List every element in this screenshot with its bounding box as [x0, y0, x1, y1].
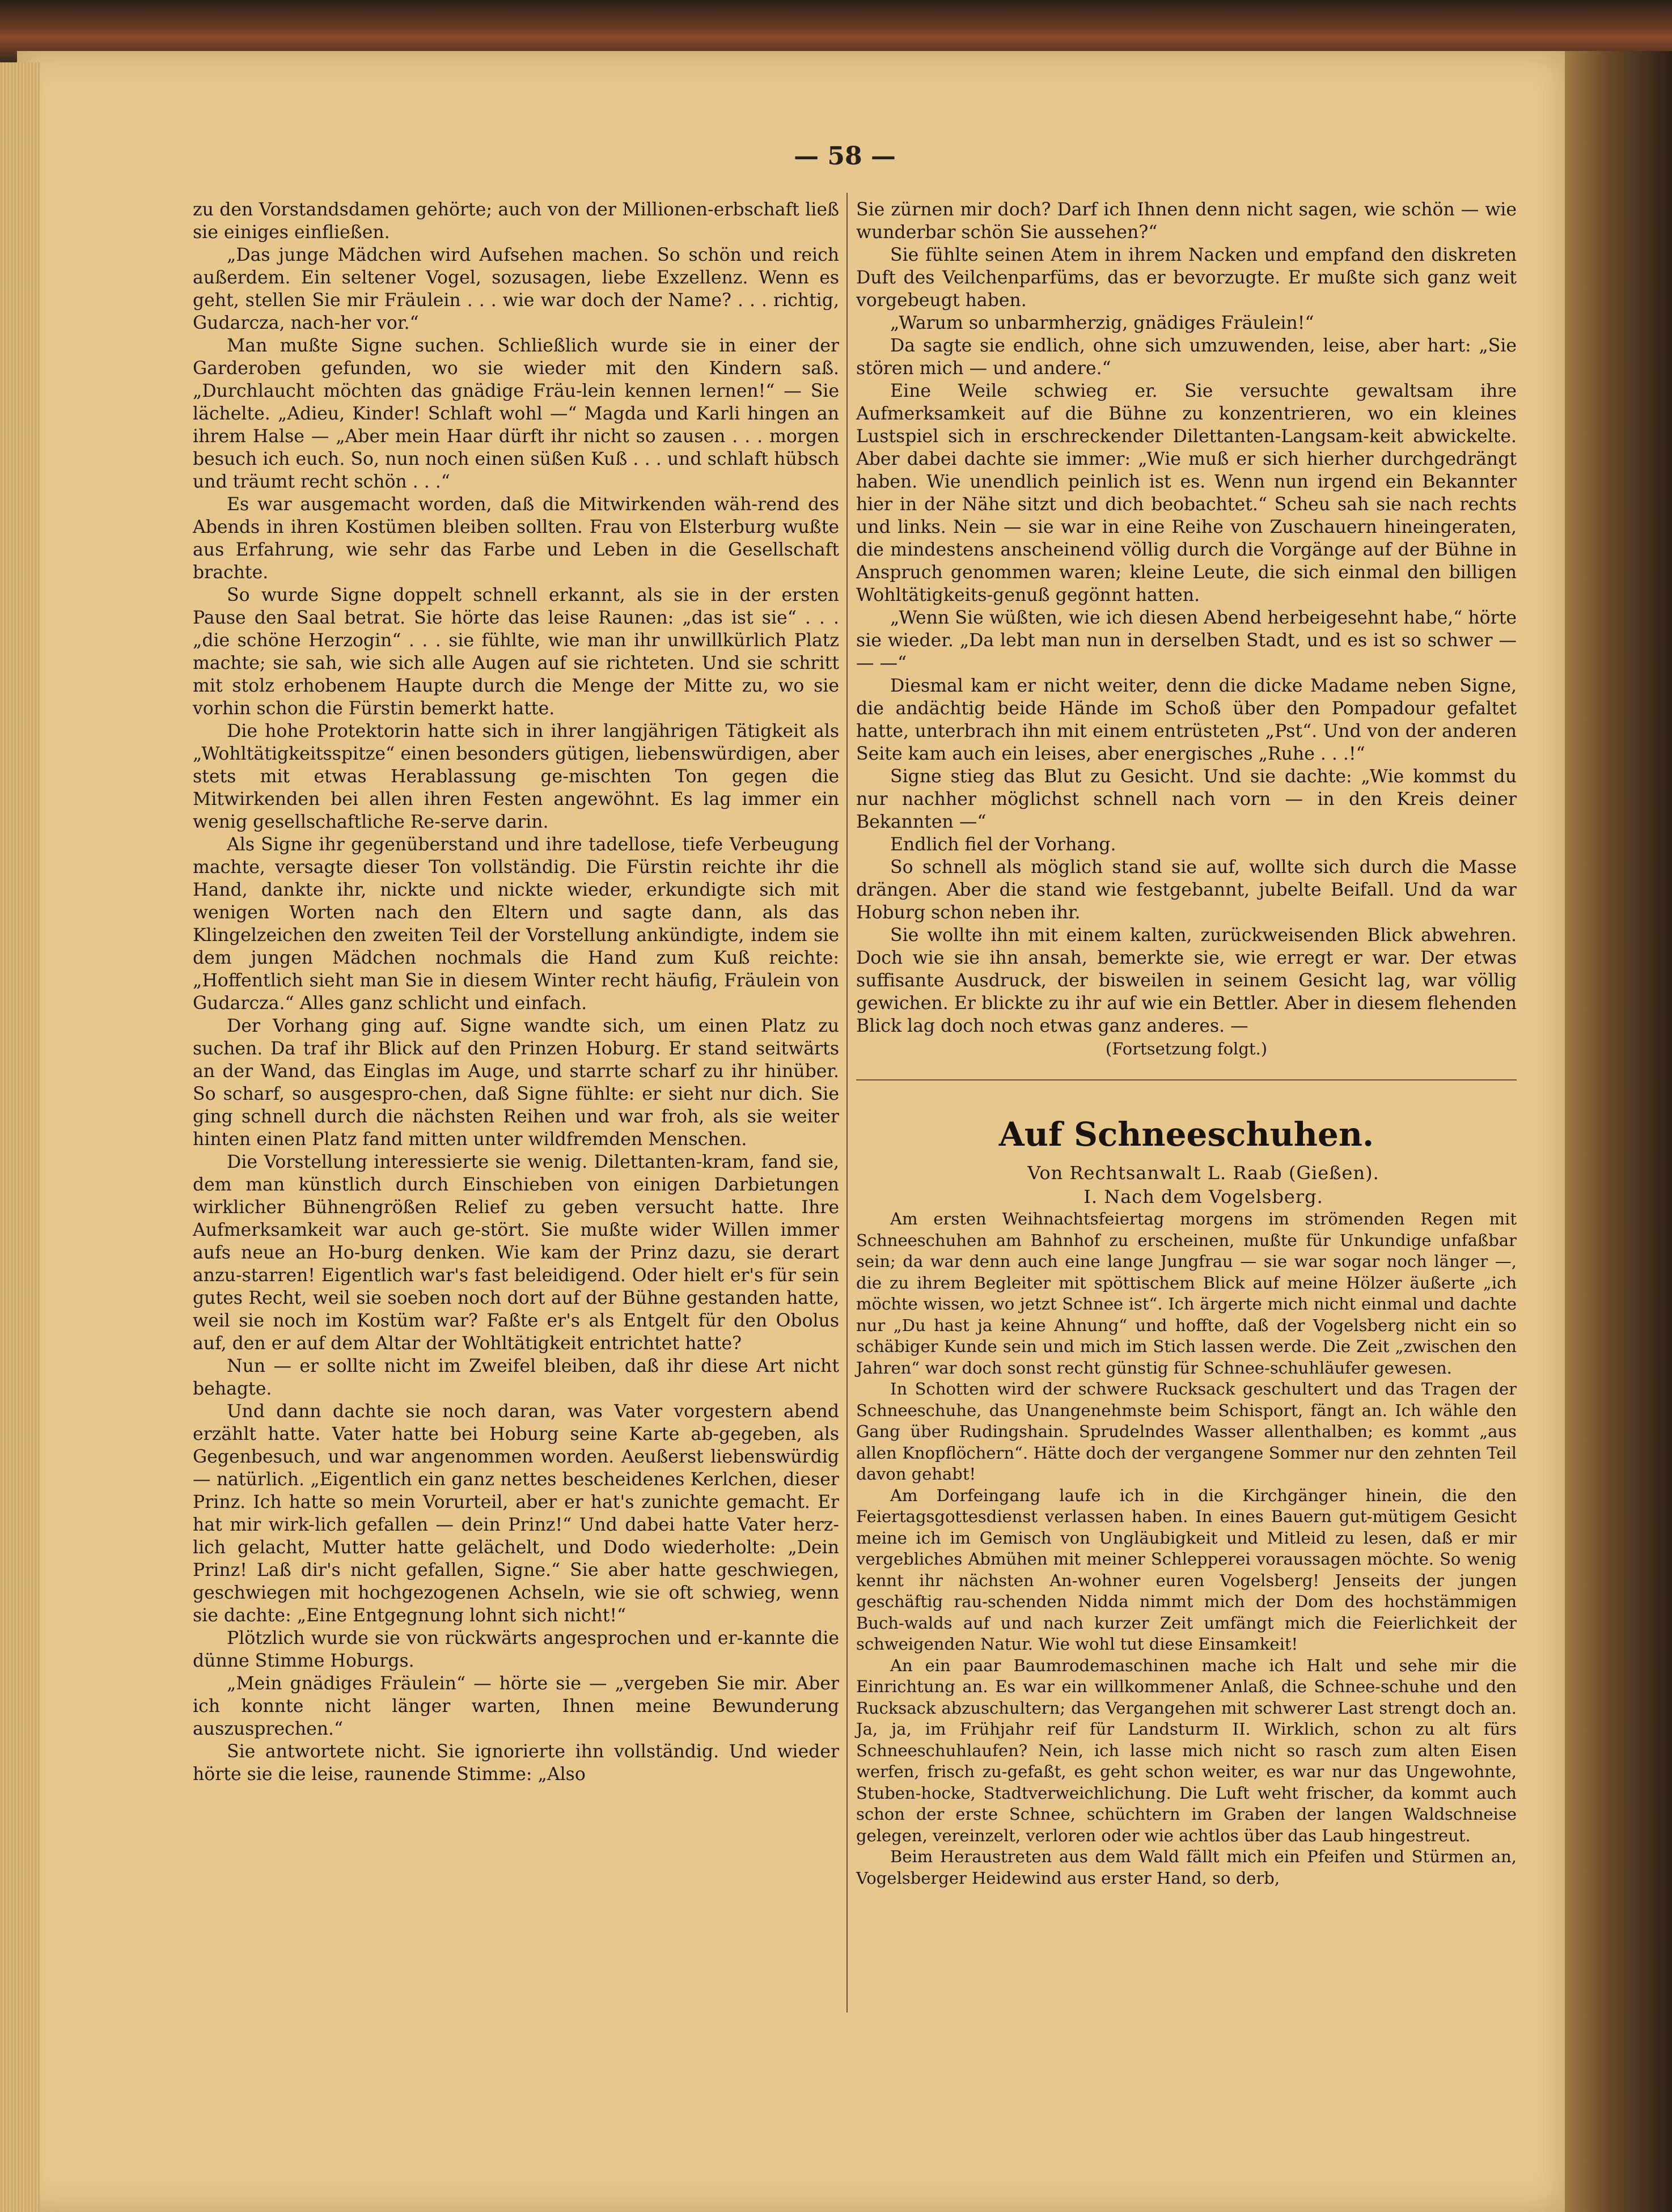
article-body — [856, 1209, 1517, 1889]
paragraph: „Warum so unbarmherzig, gnädiges Fräulein!“ — [890, 313, 1314, 333]
paragraph: Diesmal kam er nicht weiter, denn die dicke Madame neben Signe, die andächtig beide Hände im Schoß über den Pompadour gefaltet hatte, unterbrach ihn mit einem entrüsteten „Pst“. Und von der anderen Seite kam auch ein leises, aber energisches „Ruhe . . .!“ — [856, 676, 1517, 764]
book-gutter — [1565, 51, 1672, 2212]
article-title: Auf Schneeschuhen. — [998, 1115, 1374, 1154]
paragraph: Die Vorstellung interessierte sie wenig. Dilettanten-kram, fand sie, dem man künstlich durch Einschieben von einigen Darbietungen wirklicher Bühnengrößen Relief zu geben versucht hatte. Ihre Aufmerksamkeit war auch ge-stört. Sie mußte wider Willen immer aufs neue an Ho-burg denken. Wie kam der Prinz dazu, sie derart anzu-starren! Eigentlich war's fast beleidigend. Oder hielt er's für sein gutes Recht, weil sie soeben noch dort auf der Bühne gestanden hatte, weil sie noch im Kostüm war? Faßte er's als Entgelt für den Obolus auf, den er auf dem Altar der Wohltätigkeit entrichtet hatte? — [193, 1152, 839, 1354]
article-byline: Von Rechtsanwalt L. Raab (Gießen). — [1027, 1162, 1379, 1184]
right-column — [856, 198, 1517, 1889]
paragraph: So wurde Signe doppelt schnell erkannt, als sie in der ersten Pause den Saal betrat. Sie hörte das leise Raunen: „das ist sie“ . . . „die schöne Herzogin“ . . . sie fühlte, wie man ihr unwillkürlich Platz machte; sie sah, wie sich alle Augen auf sie richteten. Und sie schritt mit stolz erhobenem Haupte durch die Menge der Mitte zu, wo sie vorhin schon die Fürstin bemerkt hatte. — [193, 585, 839, 719]
paragraph: Man mußte Signe suchen. Schließlich wurde sie in einer der Garderoben gefunden, wo sie wieder mit den Kindern saß. „Durchlaucht möchten das gnädige Fräu-lein kennen lernen!“ — Sie lächelte. „Adieu, Kinder! Schlaft wohl —“ Magda und Karli hingen an ihrem Halse — „Aber mein Haar dürft ihr nicht so zausen . . . morgen besuch ich euch. So, nun noch einen süßen Kuß . . . und schlaft hübsch und träumt recht schön . . .“ — [193, 336, 839, 492]
paragraph: Die hohe Protektorin hatte sich in ihrer langjährigen Tätigkeit als „Wohltätigkeitsspitze“ einen besonders gütigen, liebenswürdigen, aber stets mit etwas Herablassung ge-mischten Ton gegen die Mitwirkenden bei allen ihren Festen angewöhnt. Es lag immer ein wenig gesellschaftliche Re-serve darin. — [193, 721, 839, 832]
paragraph: Am Dorfeingang laufe ich in die Kirchgänger hinein, die den Feiertagsgottesdienst verlassen haben. In eines Bauern gut-mütigem Gesicht meine ich im Gemisch von Ungläubigkeit und Mitleid zu lesen, daß er mir vergebliches Abmühen mit meiner Schlepperei voraussagen möchte. So wenig kennt ihr nächsten An-wohner euren Vogelsberg! Jenseits der jungen geschäftig rau-schenden Nidda nimmt mich der Dom des hochstämmigen Buch-walds auf und nach kurzer Zeit umfängt mich die Feierlichkeit der schweigenden Natur. Wie wohl tut diese Einsamkeit! — [856, 1485, 1517, 1654]
paragraph: Als Signe ihr gegenüberstand und ihre tadellose, tiefe Verbeugung machte, versagte dieser Ton vollständig. Die Fürstin reichte ihr die Hand, dankte ihr, nickte und nickte wieder, erkundigte sich mit wenigen Worten nach den Eltern und sagte dann, als das Klingelzeichen den zweiten Teil der Vorstellung ankündigte, indem sie dem jungen Mädchen nochmals die Hand zum Kuß reichte: „Hoffentlich sieht man Sie in diesem Winter recht häufig, Fräulein von Gudarcza.“ Alles ganz schlicht und einfach. — [193, 834, 839, 1014]
paragraph: Sie zürnen mir doch? Darf ich Ihnen denn nicht sagen, wie schön — wie wunderbar schön Sie aussehen?“ — [856, 200, 1517, 243]
paragraph: Eine Weile schwieg er. Sie versuchte gewaltsam ihre Aufmerksamkeit auf die Bühne zu konzentrieren, wo ein kleines Lustspiel sich in erschreckender Dilettanten-Langsam-keit abwickelte. Aber dabei dachte sie immer: „Wie muß er sich hierher durchgedrängt haben. Wie unendlich peinlich ist es. Wenn nun irgend ein Bekannter hier in der Nähe sitzt und dich beobachtet.“ Scheu sah sie nach rechts und links. Nein — sie war in eine Reihe von Zuschauern hineingeraten, die mindestens anscheinend völlig durch die Vorgänge auf der Bühne in Anspruch genommen waren; kleine Leute, die sich einmal den billigen Wohltätigkeits-genuß gegönnt hatten. — [856, 381, 1517, 605]
paragraph: Sie antwortete nicht. Sie ignorierte ihn vollständig. Und wieder hörte sie die leise, raunende Stimme: „Also — [193, 1741, 839, 1785]
paragraph: „Das junge Mädchen wird Aufsehen machen. So schön und reich außerdem. Ein seltener Vogel, sozusagen, liebe Exzellenz. Wenn es geht, stellen Sie mir Fräulein . . . wie war doch der Name? . . . richtig, Gudarcza, nach-her vor.“ — [193, 245, 839, 333]
paragraph: Sie fühlte seinen Atem in ihrem Nacken und empfand den diskreten Duft des Veilchenparfüms, das er bevorzugte. Er mußte sich ganz weit vorgebeugt haben. — [856, 245, 1517, 311]
page-stack-edge — [0, 62, 40, 2212]
paragraph: An ein paar Baumrodemaschinen mache ich Halt und sehe mir die Einrichtung an. Es war ein willkommener Anlaß, die Schnee-schuhe und den Rucksack abzuschultern; das Vergangehen mit schwerer Last strengt doch an. Ja, ja, im Frühjahr reif für Landsturm II. Wirklich, schon zu alt fürs Schneeschuhlaufen? Nein, ich lasse mich nicht so rasch zum alten Eisen werfen, frisch zu-gefaßt, es geht schon weiter, es war nur das Ungewohnte, Stuben-hocke, Stadtverweichlichung. Die Luft weht frischer, da kommt auch schon der erste Schnee, schüchtern im Graben der langen Waldschneise gelegen, vereinzelt, verloren oder wie achtlos über das Laub hingestreut. — [856, 1655, 1517, 1845]
section-divider — [856, 1079, 1517, 1080]
paragraph: Nun — er sollte nicht im Zweifel bleiben, daß ihr diese Art nicht behagte. — [193, 1356, 839, 1399]
paragraph: Es war ausgemacht worden, daß die Mitwirkenden wäh-rend des Abends in ihren Kostümen bleiben sollten. Frau von Elsterburg wußte aus Erfahrung, wie sehr das Farbe und Leben in die Gesellschaft brachte. — [193, 494, 839, 583]
paragraph: Beim Heraustreten aus dem Wald fällt mich ein Pfeifen und Stürmen an, Vogelsberger Heidewind aus erster Hand, so derb, — [856, 1847, 1517, 1888]
page-number: — 58 — — [794, 142, 896, 171]
continuation-note: (Fortsetzung folgt.) — [1105, 1039, 1268, 1058]
section-heading: I. Nach dem Vogelsberg. — [1083, 1186, 1323, 1207]
column-divider — [846, 193, 848, 2012]
paragraph: Plötzlich wurde sie von rückwärts angesprochen und er-kannte die dünne Stimme Hoburgs. — [193, 1628, 839, 1671]
paragraph: „Wenn Sie wüßten, wie ich diesen Abend herbeigesehnt habe,“ hörte sie wieder. „Da lebt man nun in derselben Stadt, und es ist so schwer — — —“ — [856, 608, 1517, 673]
paragraph: Signe stieg das Blut zu Gesicht. Und sie dachte: „Wie kommst du nur nachher möglichst schnell nach vorn — in den Kreis deiner Bekannten —“ — [856, 766, 1517, 832]
paragraph: zu den Vorstandsdamen gehörte; auch von der Millionen-erbschaft ließ sie einiges einfließen. — [193, 200, 839, 243]
paragraph: Und dann dachte sie noch daran, was Vater vorgestern abend erzählt hatte. Vater hatte bei Hoburg seine Karte ab-gegeben, als Gegenbesuch, und war angenommen worden. Aeußerst liebenswürdig — natürlich. „Eigentlich ein ganz nettes bescheidenes Kerlchen, dieser Prinz. Ich hatte so mein Vorurteil, aber er hat's zunichte gemacht. Er hat mir wirk-lich gefallen — dein Prinz!“ Und dabei hatte Vater herz-lich gelacht, Mutter hatte gelächelt, und Dodo wiederholte: „Dein Prinz! Laß dir's nicht gefallen, Signe.“ Sie aber hatte geschwiegen, geschwiegen mit hochgezogenen Achseln, wie sie oft schwieg, wenn sie dachte: „Eine Entgegnung lohnt sich nicht!“ — [193, 1401, 839, 1626]
paragraph: „Mein gnädiges Fräulein“ — hörte sie — „vergeben Sie mir. Aber ich konnte nicht länger warten, Ihnen meine Bewunderung auszusprechen.“ — [193, 1673, 839, 1739]
paragraph: Endlich fiel der Vorhang. — [890, 834, 1116, 855]
paragraph: Am ersten Weihnachtsfeiertag morgens im strömenden Regen mit Schneeschuhen am Bahnhof zu erscheinen, mußte für Unkundige unfaßbar sein; da war denn auch eine lange Jungfrau — sie war sogar noch länger —, die zu ihrem Begleiter mit spöttischem Blick auf meine Hölzer äußerte „ich möchte wissen, wo jetzt Schnee ist“. Ich ärgerte mich nicht einmal und dachte nur „Du hast ja keine Ahnung“ und hoffte, daß der Vogelsberg nicht ein so schäbiger Kunde sein und mich im Stich lassen werde. Die Zeit „zwischen den Jahren“ war doch sonst recht günstig für Schnee-schuhläufer gewesen. — [856, 1209, 1517, 1378]
left-column — [193, 198, 839, 1786]
paragraph: In Schotten wird der schwere Rucksack geschultert und das Tragen der Schneeschuhe, das Unangenehmste beim Schisport, fängt an. Ich wähle den Gang über Rudingshain. Sprudelndes Wasser allenthalben; es kommt „aus allen Knopflöchern“. Hätte doch der vergangene Sommer nur den zehnten Teil davon gehabt! — [856, 1379, 1517, 1484]
paragraph: Da sagte sie endlich, ohne sich umzuwenden, leise, aber hart: „Sie stören mich — und andere.“ — [856, 336, 1517, 379]
paragraph: So schnell als möglich stand sie auf, wollte sich durch die Masse drängen. Aber die stand wie festgebannt, jubelte Beifall. Und da war Hoburg schon neben ihr. — [856, 857, 1517, 923]
paragraph: Der Vorhang ging auf. Signe wandte sich, um einen Platz zu suchen. Da traf ihr Blick auf den Prinzen Hoburg. Er stand seitwärts an der Wand, das Einglas im Auge, und starrte scharf zu ihr hinüber. So scharf, so ausgespro-chen, daß Signe fühlte: er sieht nur dich. Sie ging schnell durch die nächsten Reihen und war froh, als sie weiter hinten einen Platz fand mitten unter wildfremden Menschen. — [193, 1016, 839, 1150]
paragraph: Sie wollte ihn mit einem kalten, zurückweisenden Blick abwehren. Doch wie sie ihn ansah, bemerkte sie, wie erregt er war. Der etwas suffisante Ausdruck, der bisweilen in seinem Gesicht lag, war völlig gewichen. Er blickte zu ihr auf wie ein Bettler. Aber in diesem flehenden Blick lag doch noch etwas ganz anderes. — — [856, 925, 1517, 1036]
